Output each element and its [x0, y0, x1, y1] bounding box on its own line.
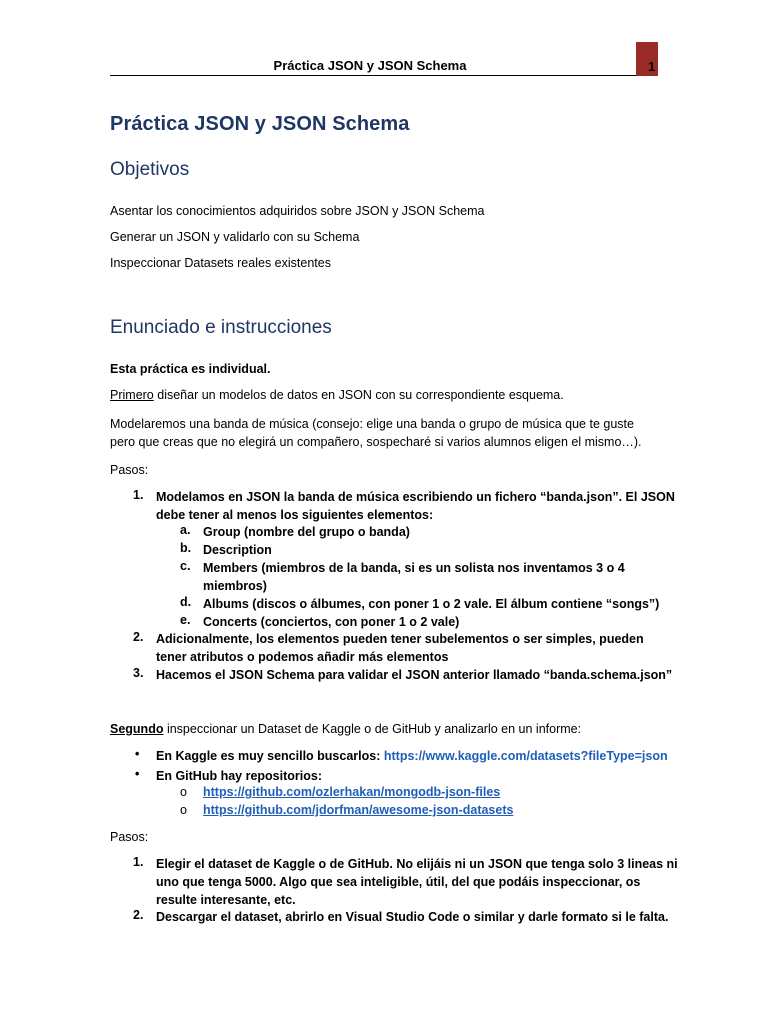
- sub-list-marker: a.: [180, 523, 191, 537]
- first-paragraph: [110, 386, 564, 404]
- second-paragraph: [110, 720, 581, 738]
- step-text: Modelamos en JSON la banda de música escribiendo un fichero “banda.json”. El JSON: [156, 490, 675, 504]
- sub-list-item-continued: miembros): [203, 579, 267, 593]
- github-item: En GitHub hay repositorios:: [156, 769, 322, 783]
- kaggle-link[interactable]: https://www.kaggle.com/datasets?fileType=json: [383, 749, 668, 763]
- bullet-icon: •: [135, 747, 140, 761]
- list-marker: 3.: [133, 666, 144, 680]
- step-text: Descargar el dataset, abrirlo en Visual Studio Code o similar y darle formato si le falta.: [156, 910, 669, 924]
- page-number: 1: [648, 59, 656, 74]
- kaggle-item: [156, 747, 668, 765]
- model-paragraph-line: Modelaremos una banda de música (consejo: elige una banda o grupo de música que te guste: [110, 417, 634, 431]
- step-text: uno que tenga 5000. Algo que sea inteligible, útil, del que podáis inspeccionar, os: [156, 875, 641, 889]
- sub-list-item: Albums (discos o álbumes, con poner 1 o 2 vale. El álbum contiene “songs”): [203, 597, 660, 611]
- objectives-heading: Objetivos: [110, 159, 190, 180]
- list-marker: 2.: [133, 908, 144, 922]
- objective-item: Inspeccionar Datasets reales existentes: [110, 256, 331, 270]
- sub-list-item: Description: [203, 543, 272, 557]
- bullet-icon: •: [135, 767, 140, 781]
- step-text: tener atributos o podemos añadir más elementos: [156, 650, 449, 664]
- objective-item: Asentar los conocimientos adquiridos sobre JSON y JSON Schema: [110, 204, 485, 218]
- individual-note: Esta práctica es individual.: [110, 362, 271, 376]
- github-link-text[interactable]: https://github.com/jdorfman/awesome-json-datasets: [203, 803, 514, 817]
- running-header-title: Práctica JSON y JSON Schema: [273, 58, 467, 73]
- steps-label: Pasos:: [110, 830, 149, 844]
- step-text: resulte interesante, etc.: [156, 893, 296, 907]
- github-link[interactable]: [203, 801, 513, 819]
- step-text: Elegir el dataset de Kaggle o de GitHub. No elijáis ni un JSON que tenga solo 3 lineas ni: [156, 857, 678, 871]
- second-text: inspeccionar un Dataset de Kaggle o de GitHub y analizarlo en un informe:: [163, 722, 582, 736]
- github-link-text[interactable]: https://github.com/ozlerhakan/mongodb-json-files: [203, 785, 501, 799]
- list-marker: 2.: [133, 630, 144, 644]
- list-marker: 1.: [133, 855, 144, 869]
- kaggle-text: En Kaggle es muy sencillo buscarlos:: [156, 749, 384, 763]
- circle-bullet-icon: o: [180, 803, 187, 817]
- sub-list-marker: d.: [180, 595, 192, 609]
- steps-label: Pasos:: [110, 463, 149, 477]
- circle-bullet-icon: o: [180, 785, 187, 799]
- sub-list-marker: c.: [180, 559, 191, 573]
- sub-list-item: Group (nombre del grupo o banda): [203, 525, 410, 539]
- github-link[interactable]: [203, 783, 500, 801]
- list-marker: 1.: [133, 488, 144, 502]
- first-text: diseñar un modelos de datos en JSON con su correspondiente esquema.: [153, 388, 564, 402]
- step-text: debe tener al menos los siguientes elementos:: [156, 508, 434, 522]
- step-text: Hacemos el JSON Schema para validar el JSON anterior llamado “banda.schema.json”: [156, 668, 673, 682]
- step-text: Adicionalmente, los elementos pueden tener subelementos o ser simples, pueden: [156, 632, 644, 646]
- second-word: Segundo: [110, 722, 164, 736]
- document-title: Práctica JSON y JSON Schema: [110, 113, 410, 135]
- sub-list-item: Concerts (conciertos, con poner 1 o 2 vale): [203, 615, 460, 629]
- first-word: Primero: [110, 388, 154, 402]
- sub-list-marker: e.: [180, 613, 191, 627]
- model-paragraph-line: pero que creas que no elegirá un compañero, sospecharé si varios alumnos eligen el mismo…).: [110, 435, 642, 449]
- statement-heading: Enunciado e instrucciones: [110, 317, 332, 338]
- sub-list-item: Members (miembros de la banda, si es un solista nos inventamos 3 o 4: [203, 561, 625, 575]
- header-rule: [110, 75, 656, 76]
- sub-list-marker: b.: [180, 541, 192, 555]
- objective-item: Generar un JSON y validarlo con su Schema: [110, 230, 360, 244]
